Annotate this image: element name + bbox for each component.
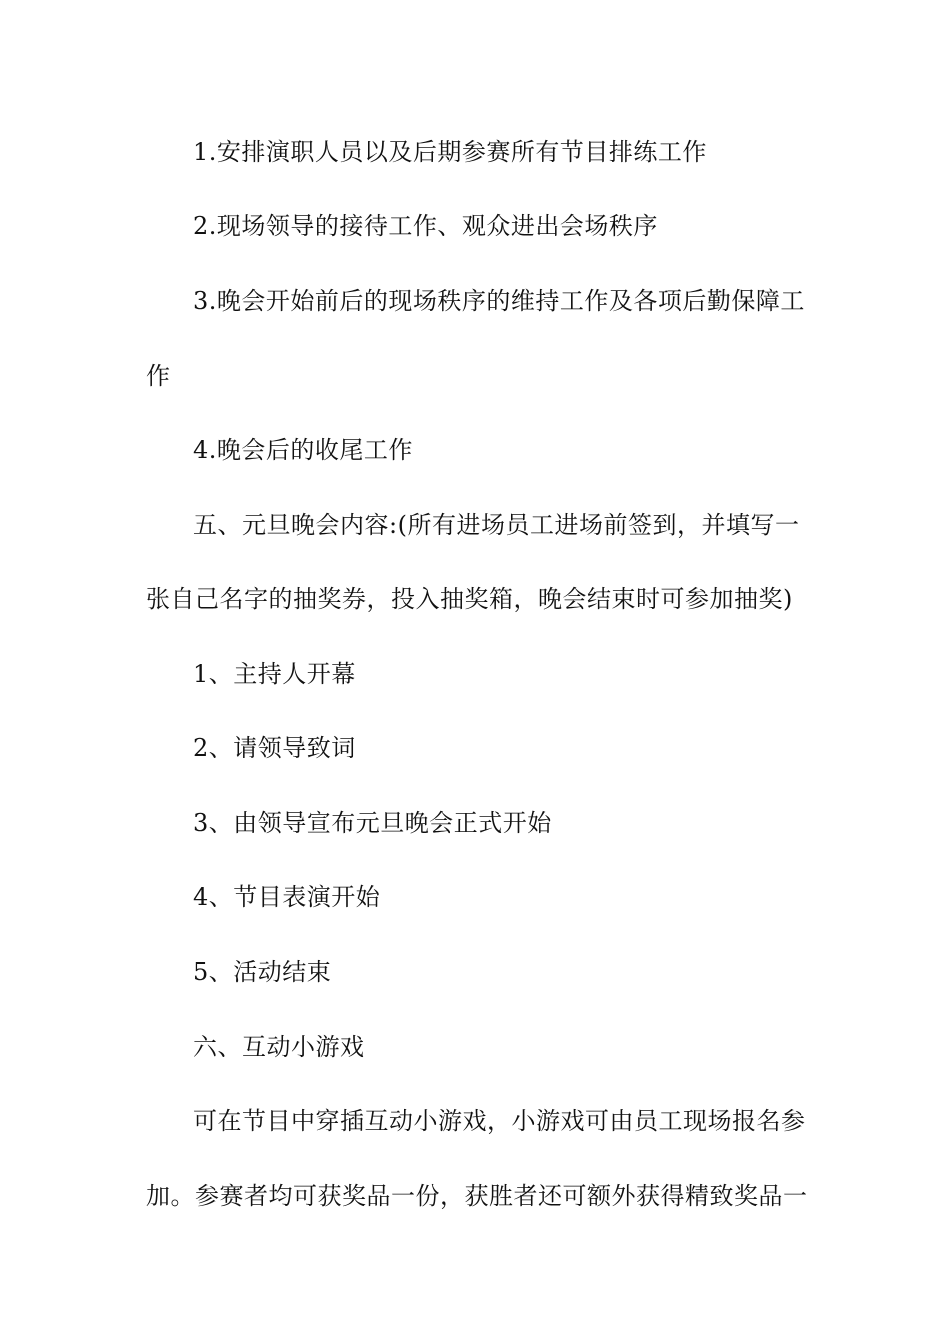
agenda-item-4: 4、节目表演开始 bbox=[193, 883, 381, 911]
agenda-item-5: 5、活动结束 bbox=[193, 958, 332, 986]
paragraph-games: 可在节目中穿插互动小游戏，小游戏可由员工现场报名参 bbox=[193, 1107, 806, 1135]
list-item-3-continued: 作 bbox=[146, 362, 171, 390]
agenda-item-2: 2、请领导致词 bbox=[193, 734, 356, 762]
section-heading-5: 五、元旦晚会内容:(所有进场员工进场前签到，并填写一 bbox=[193, 511, 800, 539]
section-heading-5-continued: 张自己名字的抽奖券，投入抽奖箱，晚会结束时可参加抽奖) bbox=[146, 585, 793, 613]
list-item-4: 4.晚会后的收尾工作 bbox=[193, 436, 413, 464]
agenda-item-3: 3、由领导宣布元旦晚会正式开始 bbox=[193, 809, 552, 837]
paragraph-games-continued: 加。参赛者均可获奖品一份，获胜者还可额外获得精致奖品一 bbox=[146, 1182, 808, 1210]
list-item-3: 3.晚会开始前后的现场秩序的维持工作及各项后勤保障工 bbox=[193, 287, 805, 315]
list-item-1: 1.安排演职人员以及后期参赛所有节目排练工作 bbox=[193, 138, 707, 166]
section-heading-6: 六、互动小游戏 bbox=[193, 1033, 365, 1061]
agenda-item-1: 1、主持人开幕 bbox=[193, 660, 356, 688]
list-item-2: 2.现场领导的接待工作、观众进出会场秩序 bbox=[193, 212, 658, 240]
